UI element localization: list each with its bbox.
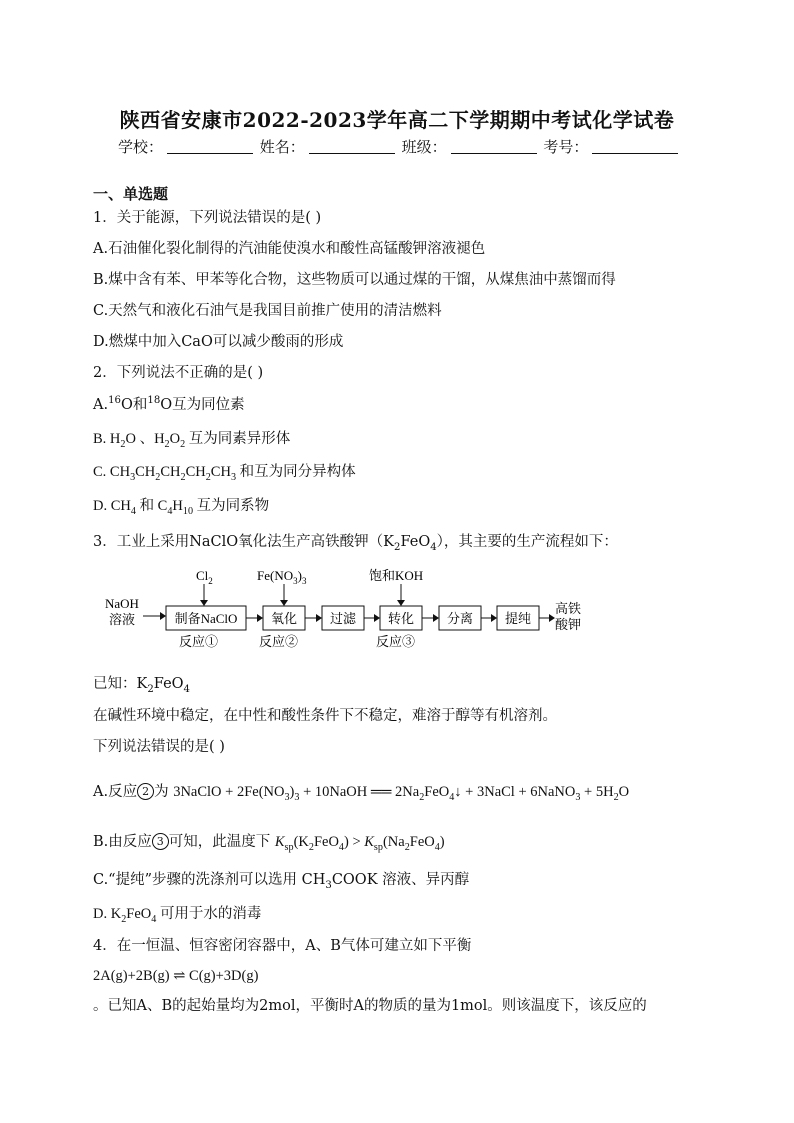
class-field[interactable] [451,139,537,154]
flow-reaction-1: 反应① [179,634,219,649]
q2-option-a: A.$^{16}$O和$^{18}$O互为同位素 [93,395,245,413]
exam-title: 陕西省安康市2022-2023学年高二下学期期中考试化学试卷 [119,108,675,132]
q4-stem: 4．在一恒温、恒容密闭容器中，A、B气体可建立如下平衡 [93,938,472,954]
school-field[interactable] [167,139,253,154]
q4-text: 。已知A、B的起始量均为2mol，平衡时A的物质的量为1mol。则该温度下，该反应的 [93,998,647,1014]
section-heading: 一、单选题 [93,185,169,203]
flow-box-convert: 转化 [387,611,415,626]
flow-end-line2: 酸钾 [555,617,582,632]
flow-start-line1: NaOH [105,596,139,611]
exam-no-field[interactable] [592,139,678,154]
q2-stem: 2．下列说法不正确的是( ) [93,365,264,381]
q1-option-d: D.燃煤中加入CaO可以减少酸雨的形成 [93,334,344,350]
q3-option-b: B.由反应 3 可知，此温度下 $K_{sp}(K_2FeO_4) > K_{sp}(Na_2FeO_4)$ [93,834,445,853]
flow-end-line1: 高铁 [555,601,582,616]
q3-ask: 下列说法错误的是( ) [93,739,225,755]
name-label: 姓名： [259,138,305,156]
q4-equation: 2A(g)+2B(g) ⇌ C(g)+3D(g) [93,968,259,984]
q3-condition: 在碱性环境中稳定，在中性和酸性条件下不稳定，难溶于醇等有机溶剂。 [93,708,557,724]
flow-input-fe-nitrate: $Fe(NO_3)_3$ [257,568,307,586]
q2-option-c: C. $CH_3CH_2CH_2CH_2CH_3$ 和互为同分异构体 [93,464,356,483]
class-label: 班级： [401,138,447,156]
flow-box-separate: 分离 [446,611,474,626]
q3-known: 已知：$K_2FeO_4$ [93,676,190,695]
flow-box-prepare: 制备NaClO [174,611,238,626]
q2-option-d: D. $CH_4$ 和 $C_4H_{10}$ 互为同系物 [93,498,270,517]
q3-flow-diagram [93,562,613,654]
name-field[interactable] [309,139,395,154]
school-label: 学校： [118,138,164,156]
flow-reaction-2: 反应② [259,634,299,649]
q3-stem: 3．工业上采用NaClO氧化法生产高铁酸钾$(K_2FeO_4)$，其主要的生产流程如下： [93,534,618,553]
flow-reaction-3: 反应③ [376,634,416,649]
q1-option-b: B.煤中含有苯、甲苯等化合物，这些物质可以通过煤的干馏，从煤焦油中蒸馏而得 [93,272,616,288]
flow-box-oxidize: 氧化 [270,611,298,626]
q2-option-b: B. $H_2O$ 、$H_2O_2$ 互为同素异形体 [93,431,291,450]
exam-no-label: 考号： [543,138,589,156]
flow-input-koh: 饱和KOH [369,568,424,583]
q1-option-a: A.石油催化裂化制得的汽油能使溴水和酸性高锰酸钾溶液褪色 [93,241,486,257]
flow-input-cl2: $Cl_2$ [196,568,213,586]
q1-stem: 1．关于能源，下列说法错误的是( ) [93,210,322,226]
flow-box-purify: 提纯 [504,611,532,626]
q3-option-c: C.“提纯”步骤的洗涤剂可以选用 $CH_3COOK$ 溶液、异丙醇 [93,872,470,891]
q3-option-a: A.反应 2 为 3NaClO + $2Fe(NO_3)_3$ + 10NaOH ══ $2Na_2FeO_4↓$ + 3NaCl + 6NaNO$_3$ + $5H_2O$ [93,784,630,803]
student-info-row [118,136,680,157]
flow-box-filter: 过滤 [329,611,357,626]
q3-option-d: D. $K_2FeO_4$ 可用于水的消毒 [93,906,262,925]
q1-option-c: C.天然气和液化石油气是我国目前推广使用的清洁燃料 [93,303,442,319]
flow-start-line2: 溶液 [109,612,136,627]
